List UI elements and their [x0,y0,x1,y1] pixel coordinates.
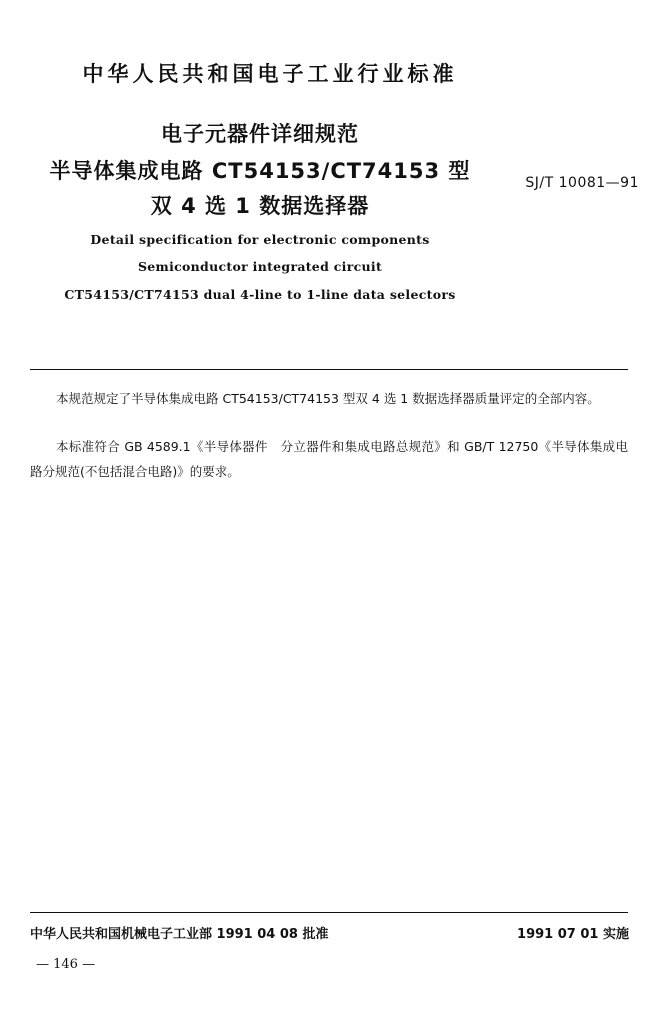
english-title-line-1: Detail specification for electronic components [90,232,430,247]
conformance-paragraph: 本标准符合 GB 4589.1《半导体器件 分立器件和集成电路总规范》和 GB/T 12750《半导体集成电路分规范(不包括混合电路)》的要求。 [30,439,628,479]
bottom-divider [30,912,628,913]
english-title-line-3: CT54153/CT74153 dual 4-line to 1-line data selectors [64,287,456,302]
page-number: — 146 — [36,957,96,972]
top-divider [30,369,628,370]
scope-paragraph: 本规范规定了半导体集成电路 CT54153/CT74153 型双 4 选 1 数据选择器质量评定的全部内容。 [56,391,600,406]
approval-statement: 中华人民共和国机械电子工业部 1991 04 08 批准 [30,927,329,942]
title-line-2: 半导体集成电路 CT54153/CT74153 型 [49,159,471,183]
standard-code: SJ/T 10081—91 [525,175,639,191]
title-line-1: 电子元器件详细规范 [161,122,359,146]
english-title-line-2: Semiconductor integrated circuit [137,259,383,274]
effective-date: 1991 07 01 实施 [517,927,629,942]
title-line-3: 双 4 选 1 数据选择器 [150,194,370,218]
issuing-body-header: 中华人民共和国电子工业行业标准 [82,62,458,86]
